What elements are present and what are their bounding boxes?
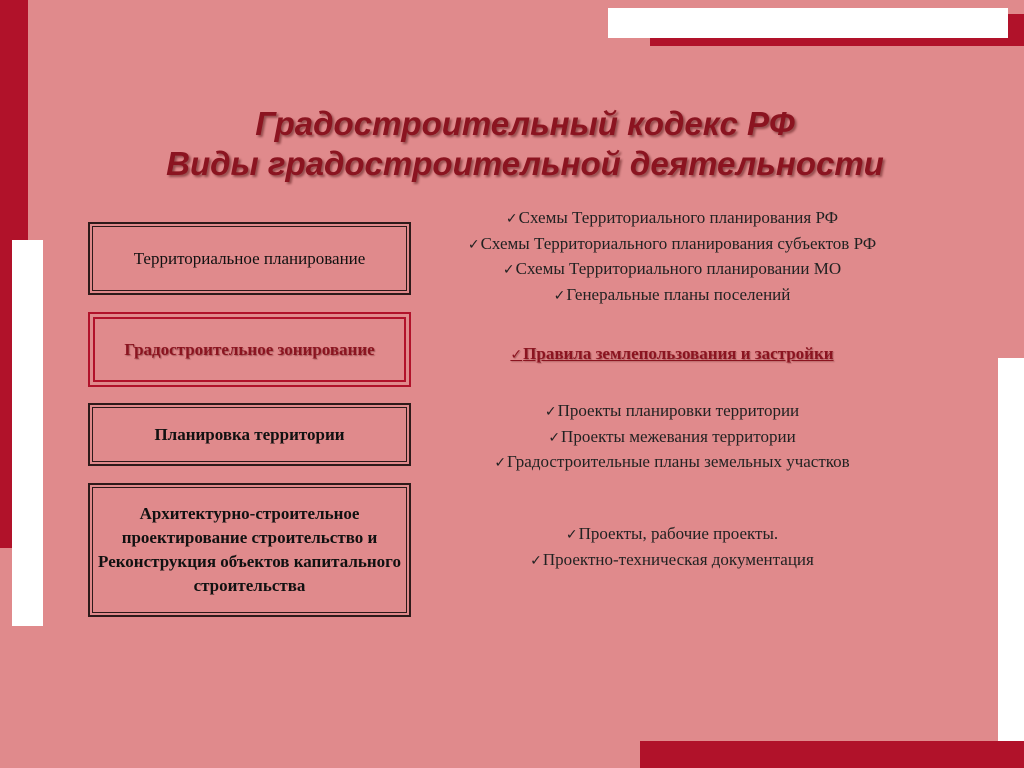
category-box-territorial-planning: Территориальное планирование (88, 222, 411, 295)
list-item: ✓ Градостроительные планы земельных участков (422, 450, 922, 476)
documents-list-territorial-planning (422, 206, 922, 308)
list-item: ✓ Схемы Территориального планирования субъектов РФ (422, 232, 922, 258)
documents-list-zoning (422, 342, 922, 368)
category-box-zoning: Градостроительное зонирование (88, 312, 411, 387)
decor-bottom-red-bar (640, 741, 1024, 768)
list-item: ✓ Генеральные планы поселений (422, 283, 922, 309)
documents-list-architectural-design (422, 522, 922, 573)
list-item: ✓ Проекты, рабочие проекты. (422, 522, 922, 548)
category-box-architectural-design: Архитектурно-строительное проектирование строительство и Реконструкция объектов капитального строительства (88, 483, 411, 617)
decor-right-white-bar (998, 358, 1024, 744)
decor-left-white-bar (12, 240, 43, 626)
slide-subtitle: Виды градостроительной деятельности (166, 145, 884, 182)
list-item: ✓ Схемы Территориального планирования РФ (422, 206, 922, 232)
list-item: ✓ Проекты межевания территории (422, 425, 922, 451)
list-item: ✓ Правила землепользования и застройки (422, 342, 922, 368)
list-item: ✓ Проекты планировки территории (422, 399, 922, 425)
decor-top-white-bar (608, 8, 1008, 38)
slide-title: Градостроительный кодекс РФ (255, 105, 795, 142)
documents-list-territory-layout (422, 399, 922, 476)
list-item: ✓ Схемы Территориального планировании МО (422, 257, 922, 283)
category-box-territory-layout: Планировка территории (88, 403, 411, 466)
list-item: ✓ Проектно-техническая документация (422, 548, 922, 574)
